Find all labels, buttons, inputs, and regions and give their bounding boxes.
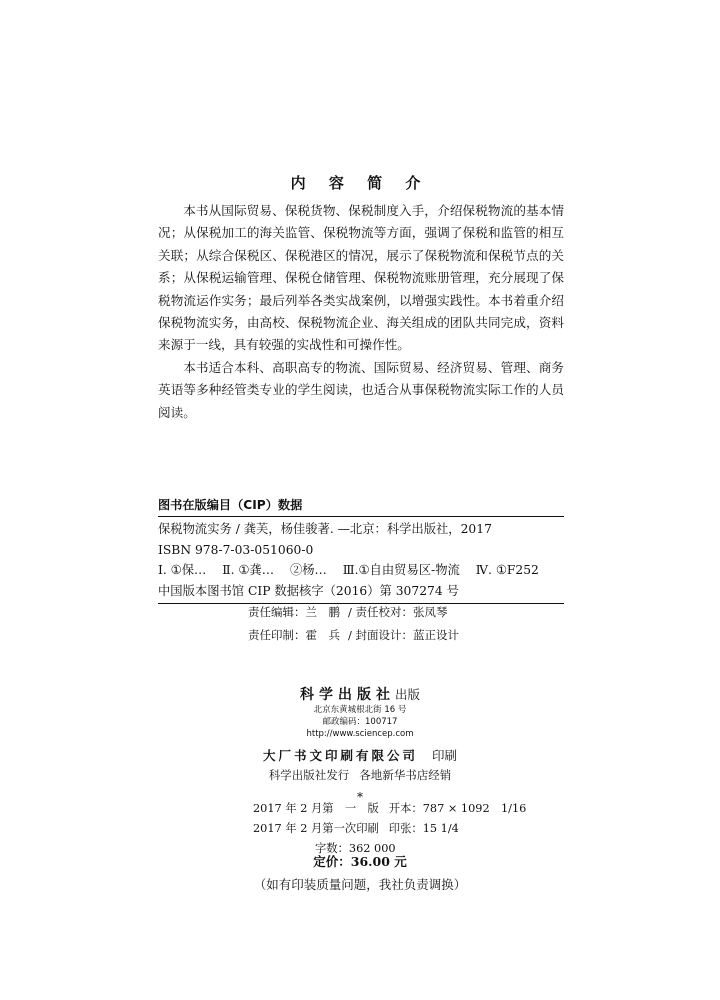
printing-date: 2017 年 2 月第一次印刷 xyxy=(253,822,379,835)
retailer: 各地新华书店经销 xyxy=(359,768,452,782)
format-size: 开本：787 × 1092 1/16 xyxy=(388,802,527,815)
cip-block xyxy=(158,494,564,604)
edition-date: 2017 年 2 月第 一 版 xyxy=(253,802,379,815)
cip-title-line: 保税物流实务 / 龚芙，杨佳骏著. —北京：科学出版社，2017 xyxy=(158,522,492,536)
responsible-editor: 责任编辑：兰 鹏 xyxy=(248,605,340,619)
word-count: 字数：362 000 xyxy=(315,842,396,855)
cip-isbn: ISBN 978-7-03-051060-0 xyxy=(158,542,314,557)
printed-sheets: 印张：15 1/4 xyxy=(388,822,459,835)
publisher-name-line xyxy=(0,684,720,704)
cip-class-4: Ⅲ.①自由贸易区-物流 xyxy=(342,563,460,577)
distribution-line xyxy=(0,764,720,786)
editor-credits xyxy=(248,601,548,647)
edition-row-2 xyxy=(253,819,513,839)
publisher-suffix: 出版 xyxy=(394,687,420,702)
cip-class-1: Ⅰ. ①保… xyxy=(158,563,207,577)
cip-class-2: Ⅱ. ①龚… xyxy=(222,563,275,577)
publisher-name: 科学出版社 xyxy=(299,687,395,703)
edition-row-1 xyxy=(253,799,527,819)
separator-star: * xyxy=(357,790,363,804)
distributor: 科学出版社发行 xyxy=(268,768,350,782)
printer-suffix: 印刷 xyxy=(432,748,458,763)
summary-paragraph-2: 本书适合本科、高职高专的物流、国际贸易、经济贸易、管理、商务英语等多种经管类专业的学生阅读，也适合从事保税物流实际工作的人员阅读。 xyxy=(158,359,564,420)
proofreader: / 责任校对：张凤琴 xyxy=(348,605,448,619)
cover-designer: / 封面设计：蓝正设计 xyxy=(348,628,460,642)
summary-body xyxy=(158,200,564,424)
printer-name: 大厂书文印刷有限公司 xyxy=(262,748,418,763)
cip-header: 图书在版编目（CIP）数据 xyxy=(158,494,564,517)
print-supervisor: 责任印制：霍 兵 xyxy=(248,628,340,642)
cip-class-5: Ⅳ. ①F252 xyxy=(475,563,539,577)
editor-line-2 xyxy=(248,624,548,647)
publisher-block xyxy=(0,684,720,806)
publisher-address: 北京东黄城根北街 16 号 xyxy=(313,705,407,715)
publisher-url: http://www.sciencep.com xyxy=(306,729,414,739)
printer-line xyxy=(0,746,720,764)
quality-note: （如有印装质量问题，我社负责调换） xyxy=(253,877,467,892)
cip-class-3: ②杨… xyxy=(289,563,327,577)
edition-info xyxy=(253,799,527,859)
cip-body xyxy=(158,517,564,604)
summary-paragraph-1: 本书从国际贸易、保税货物、保税制度入手，介绍保税物流的基本情况；从保税加工的海关监管、保税物流等方面，强调了保税和监管的相互关联；从综合保税区、保税港区的情况，展示了保税物流和保税节点的关系；从保税运输管理、保税仓储管理、保税物流账册管理，充分展现了保税物流运作实务；最后列举各类实战案例，以增强实践性。本书着重介绍保税物流实务，由高校、保税物流企业、海关组成的团队共同完成，资料来源于一线，具有较强的实战性和可操作性。 xyxy=(158,203,564,353)
price: 定价：36.00 元 xyxy=(313,854,407,869)
cip-record-number: 中国版本图书馆 CIP 数据核字（2016）第 307274 号 xyxy=(158,583,459,598)
summary-title: 内 容 简 介 xyxy=(290,174,430,192)
editor-line-1 xyxy=(248,601,548,624)
cip-classification xyxy=(158,560,564,581)
publisher-postcode: 邮政编码：100717 xyxy=(322,717,398,727)
